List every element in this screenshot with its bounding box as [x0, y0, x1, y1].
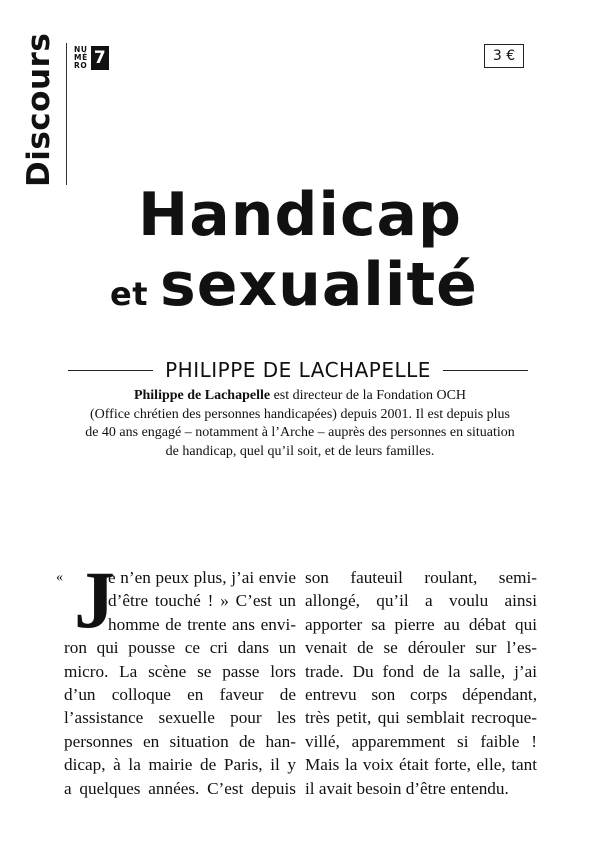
- body-line: a quelques années. C’est depuis: [64, 778, 296, 798]
- body-line: il avait besoin d’être entendu.: [305, 778, 509, 798]
- author-bio: [70, 387, 530, 461]
- body-line: Mais la voix était forte, elle, tant: [305, 755, 537, 775]
- body-line: ron qui pousse ce cri dans un: [64, 638, 296, 658]
- issue-label-line: RO: [74, 61, 88, 70]
- price-tag: 3 €: [484, 44, 524, 68]
- body-line: villé, apparemment si faible !: [305, 731, 537, 751]
- issue-label-line: NU: [74, 45, 88, 54]
- issue-label-line: MÉ: [74, 53, 88, 62]
- body-line: très petit, qui semblait recroque-: [305, 708, 537, 728]
- issue-badge: [74, 46, 109, 70]
- body-column-right: [305, 566, 537, 800]
- bio-line: est directeur de la Fondation OCH: [270, 388, 467, 403]
- author-name: PHILIPPE DE LACHAPELLE: [165, 358, 431, 382]
- issue-number: 7: [91, 46, 109, 70]
- opening-quote: «: [56, 570, 63, 585]
- body-line: micro. La scène se passe lors: [64, 661, 296, 681]
- body-line: e n’en peux plus, j’ai envie: [108, 568, 296, 587]
- bio-line: de 40 ans engagé – notamment à l’Arche – auprès des personnes en situation: [85, 425, 515, 440]
- title-connector: et: [110, 275, 148, 313]
- bio-line: de handicap, quel qu’il soit, et de leurs familles.: [165, 443, 435, 459]
- body-line: l’assistance sexuelle pour les: [64, 708, 296, 728]
- body-line: d’être touché ! » C’est un: [108, 591, 296, 611]
- author-byline: [68, 358, 528, 382]
- body-line: son fauteuil roulant, semi-: [305, 568, 537, 587]
- body-line: d’un colloque en faveur de: [64, 684, 296, 704]
- byline-rule-left: [68, 370, 153, 371]
- body-line: entrevu son corps dépendant,: [305, 684, 537, 704]
- body-line: homme de trente ans envi-: [108, 614, 296, 634]
- bio-line: (Office chrétien des personnes handicapées) depuis 2001. Il est depuis plus: [89, 406, 510, 422]
- masthead-divider: [66, 43, 67, 185]
- body-line: dicap, à la mairie de Paris, il y: [64, 755, 296, 775]
- body-line: apporter sa pierre au débat qui: [305, 614, 537, 634]
- bio-author-name: Philippe de Lachapelle: [133, 388, 271, 403]
- body-line: allongé, qu’il a voulu ainsi: [305, 591, 537, 611]
- issue-label: [74, 46, 88, 70]
- title-main-word: sexualité: [160, 250, 478, 320]
- body-line: trade. Du fond de la salle, j’ai: [305, 661, 537, 681]
- drop-cap: J: [74, 554, 115, 645]
- article-title-line1: Handicap: [138, 180, 462, 250]
- body-column-left: [56, 554, 296, 800]
- byline-rule-right: [443, 370, 528, 371]
- publication-title: Discours: [21, 32, 57, 187]
- body-line: personnes en situation de han-: [64, 731, 296, 751]
- body-line: venait de se dérouler sur l’es-: [305, 638, 537, 658]
- article-title-line2: [110, 250, 478, 320]
